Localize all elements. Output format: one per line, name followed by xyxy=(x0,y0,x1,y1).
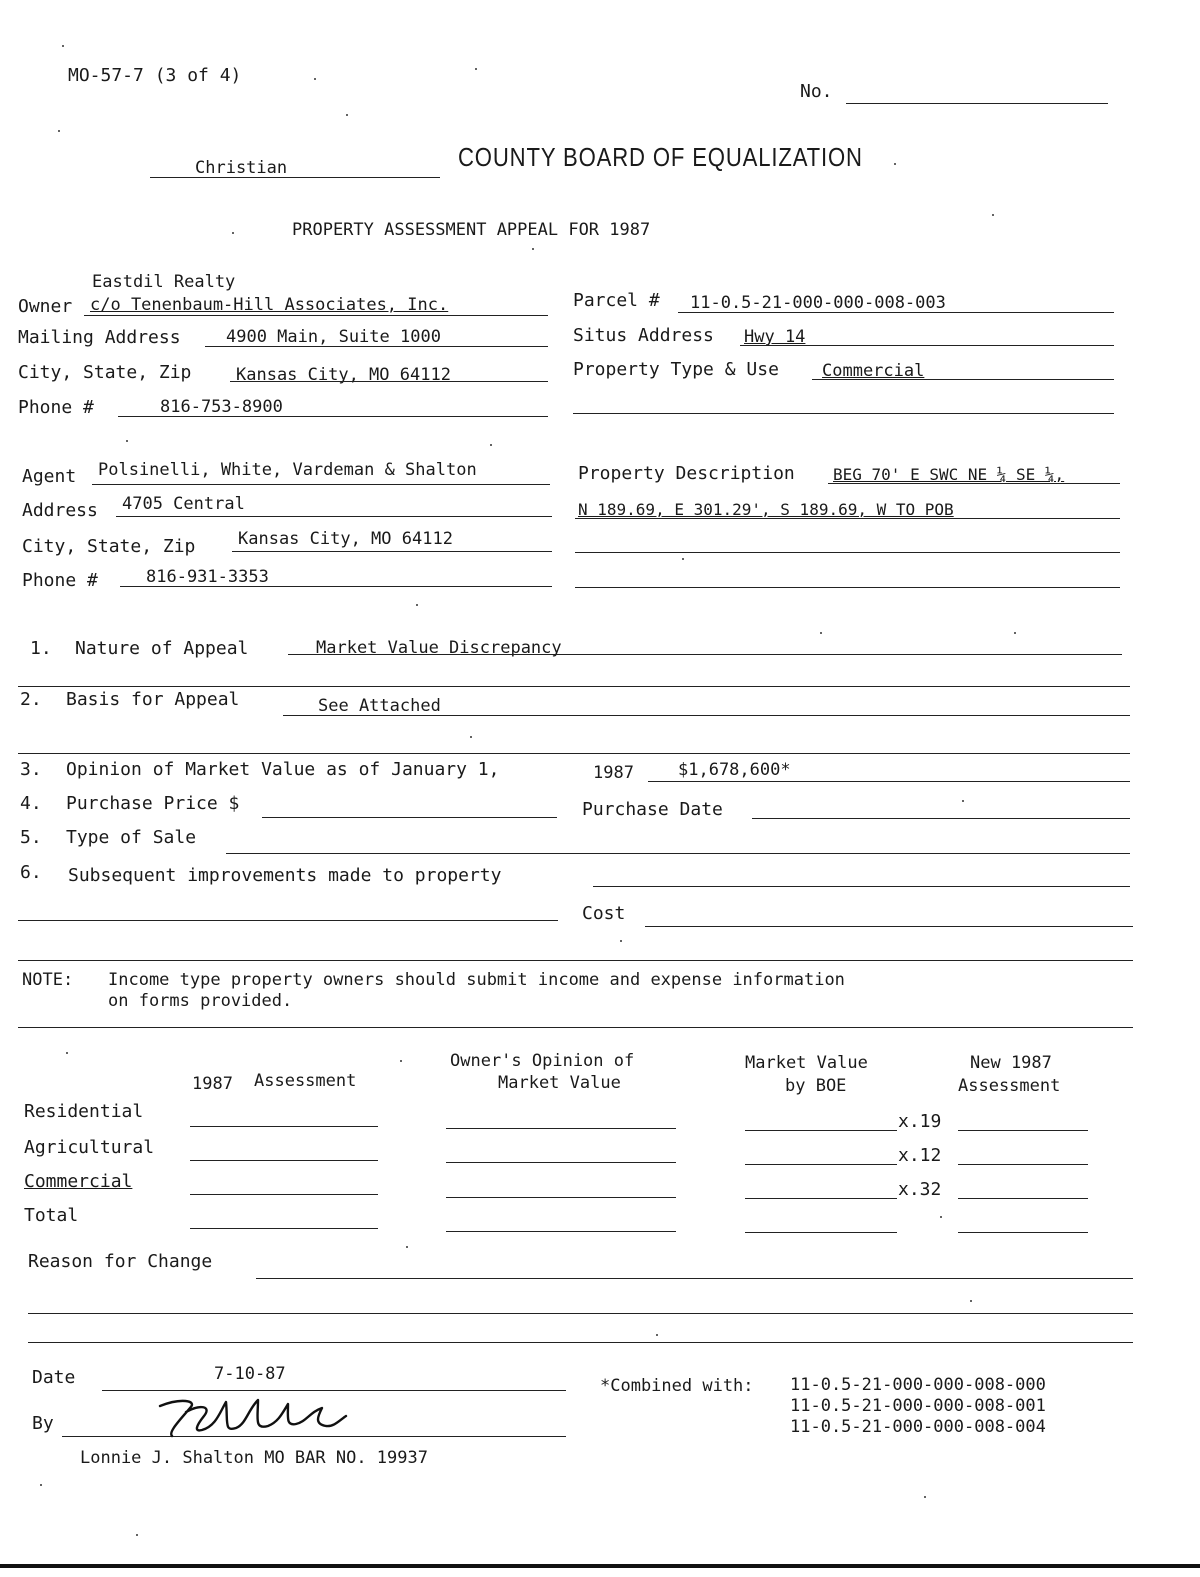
agent-name: Polsinelli, White, Vardeman & Shalton xyxy=(98,460,477,480)
scan-speck xyxy=(682,558,684,560)
commercial-boe-field[interactable] xyxy=(745,1198,897,1199)
mailing-value: 4900 Main, Suite 1000 xyxy=(226,327,441,347)
scan-speck xyxy=(346,114,348,116)
scan-speck xyxy=(820,632,822,634)
scan-speck xyxy=(924,1496,926,1498)
number-field[interactable] xyxy=(846,103,1108,104)
scan-edge-line xyxy=(0,1564,1200,1568)
scan-speck xyxy=(1014,632,1016,634)
item-4-number: 4. xyxy=(20,793,42,814)
nature-of-appeal-line2[interactable] xyxy=(18,686,1130,687)
scan-speck xyxy=(314,78,316,80)
item-6-number: 6. xyxy=(20,862,42,883)
scan-speck xyxy=(620,940,622,942)
commercial-assessment-field[interactable] xyxy=(190,1194,378,1195)
scan-speck xyxy=(58,130,60,132)
scan-speck xyxy=(894,163,896,165)
opinion-label: Opinion of Market Value as of January 1, xyxy=(66,759,500,780)
scan-speck xyxy=(126,440,128,442)
agent-address-label: Address xyxy=(22,500,98,521)
note-separator xyxy=(18,1027,1133,1028)
purchase-price-label: Purchase Price $ xyxy=(66,793,240,814)
mailing-label: Mailing Address xyxy=(18,327,181,348)
parcel-label: Parcel # xyxy=(573,290,660,311)
agricultural-opinion-field[interactable] xyxy=(446,1162,676,1163)
opinion-year: 1987 xyxy=(593,763,634,783)
scan-speck xyxy=(416,604,418,606)
col-owner-opinion-line2: Market Value xyxy=(498,1073,621,1093)
date-value: 7-10-87 xyxy=(214,1364,286,1384)
property-type-value: Commercial xyxy=(822,361,925,381)
total-assessment-field[interactable] xyxy=(190,1228,378,1229)
row-agricultural-label: Agricultural xyxy=(24,1137,155,1158)
combined-parcel-3: 11-0.5-21-000-000-008-004 xyxy=(790,1417,1046,1437)
basis-field-line2[interactable] xyxy=(18,753,1130,754)
note-label: NOTE: xyxy=(22,970,74,990)
agricultural-boe-field[interactable] xyxy=(745,1164,897,1165)
item-2-number: 2. xyxy=(20,689,42,710)
purchase-date-label: Purchase Date xyxy=(582,799,723,820)
agricultural-new-field[interactable] xyxy=(958,1164,1088,1165)
note-line1: Income type property owners should submit income and expense information xyxy=(108,970,845,990)
scan-speck xyxy=(66,1052,68,1054)
situs-field[interactable] xyxy=(740,345,1114,346)
commercial-opinion-field[interactable] xyxy=(446,1197,676,1198)
agent-field[interactable] xyxy=(92,484,550,485)
parcel-extra-line[interactable] xyxy=(573,413,1114,414)
note-line2: on forms provided. xyxy=(108,991,293,1011)
situs-value: Hwy 14 xyxy=(744,327,806,347)
owner-city-label: City, State, Zip xyxy=(18,362,192,383)
col-market-value-line1: Market Value xyxy=(745,1053,868,1073)
improvements-field-line3[interactable] xyxy=(18,960,1133,961)
mailing-field[interactable] xyxy=(205,346,548,347)
situs-label: Situs Address xyxy=(573,325,714,346)
scan-speck xyxy=(232,232,234,234)
county-field-line xyxy=(150,177,440,178)
signer-name: Lonnie J. Shalton MO BAR NO. 19937 xyxy=(80,1448,428,1468)
commercial-factor: x.32 xyxy=(898,1179,942,1200)
parcel-value: 11-0.5-21-000-000-008-003 xyxy=(690,293,946,313)
reason-field-line3[interactable] xyxy=(28,1342,1133,1343)
agent-phone-value: 816-931-3353 xyxy=(146,567,269,587)
by-label: By xyxy=(32,1413,54,1434)
scan-speck xyxy=(40,1484,42,1486)
owner-field[interactable] xyxy=(84,315,548,316)
description-line1: BEG 70' E SWC NE ¼ SE ¼, xyxy=(833,465,1065,484)
row-total-label: Total xyxy=(24,1205,79,1226)
appeal-title: PROPERTY ASSESSMENT APPEAL FOR 1987 xyxy=(292,220,651,240)
date-field[interactable] xyxy=(102,1390,566,1391)
description-label: Property Description xyxy=(578,463,795,484)
improvements-field[interactable] xyxy=(593,886,1130,887)
combined-label: *Combined with: xyxy=(600,1376,754,1396)
purchase-price-field[interactable] xyxy=(262,817,557,818)
cost-label: Cost xyxy=(582,903,626,924)
description-field-4[interactable] xyxy=(575,587,1120,588)
nature-of-appeal-field[interactable] xyxy=(288,654,1122,655)
reason-field-line2[interactable] xyxy=(28,1313,1133,1314)
commercial-new-field[interactable] xyxy=(958,1198,1088,1199)
agent-address-field[interactable] xyxy=(116,516,552,517)
nature-of-appeal-label: Nature of Appeal xyxy=(75,638,249,659)
scan-speck xyxy=(962,800,964,802)
scan-speck xyxy=(656,1334,658,1336)
nature-of-appeal-value: Market Value Discrepancy xyxy=(316,638,562,658)
description-field-2[interactable] xyxy=(575,518,1120,519)
scan-speck xyxy=(992,214,994,216)
description-field-3[interactable] xyxy=(575,552,1120,553)
improvements-field-line2[interactable] xyxy=(18,920,558,921)
col-1987-assessment: Assessment xyxy=(254,1071,357,1091)
county-name: Christian xyxy=(195,158,288,178)
col-owner-opinion-line1: Owner's Opinion of xyxy=(450,1051,635,1071)
cost-field[interactable] xyxy=(645,926,1133,927)
opinion-field[interactable] xyxy=(648,781,1130,782)
item-3-number: 3. xyxy=(20,759,42,780)
owner-phone-field[interactable] xyxy=(118,416,548,417)
parcel-field[interactable] xyxy=(678,312,1114,313)
opinion-value: $1,678,600* xyxy=(678,760,791,780)
type-of-sale-field[interactable] xyxy=(226,853,1130,854)
reason-field[interactable] xyxy=(256,1278,1133,1279)
agent-label: Agent xyxy=(22,466,77,487)
number-label: No. xyxy=(800,81,833,102)
owner-city-field[interactable] xyxy=(230,381,548,382)
owner-phone-value: 816-753-8900 xyxy=(160,397,283,417)
signature-image xyxy=(150,1392,350,1442)
agricultural-factor: x.12 xyxy=(898,1145,942,1166)
scan-speck xyxy=(970,1300,972,1302)
owner-name-line1: Eastdil Realty xyxy=(92,272,236,292)
basis-value: See Attached xyxy=(318,696,441,716)
col-new-assessment-line2: Assessment xyxy=(958,1076,1061,1096)
item-1-number: 1. xyxy=(30,638,52,659)
col-new-assessment-line1: New 1987 xyxy=(970,1053,1052,1073)
scan-speck xyxy=(136,1534,138,1536)
col-market-value-line2: by BOE xyxy=(785,1076,847,1096)
residential-assessment-field[interactable] xyxy=(190,1126,378,1127)
total-opinion-field[interactable] xyxy=(446,1231,676,1232)
description-field-1[interactable] xyxy=(828,483,1120,484)
residential-factor: x.19 xyxy=(898,1111,942,1132)
type-of-sale-label: Type of Sale xyxy=(66,827,197,848)
basis-field[interactable] xyxy=(283,715,1130,716)
board-title: COUNTY BOARD OF EQUALIZATION xyxy=(458,142,863,172)
scan-speck xyxy=(475,68,477,70)
scan-speck xyxy=(490,444,492,446)
owner-name-line2: c/o Tenenbaum-Hill Associates, Inc. xyxy=(90,295,449,315)
scan-speck xyxy=(62,45,64,47)
owner-phone-label: Phone # xyxy=(18,397,94,418)
total-boe-field[interactable] xyxy=(745,1232,897,1233)
total-new-field[interactable] xyxy=(958,1232,1088,1233)
residential-boe-field[interactable] xyxy=(745,1130,897,1131)
scan-speck xyxy=(406,1246,408,1248)
agent-city-label: City, State, Zip xyxy=(22,536,196,557)
row-commercial-label: Commercial xyxy=(24,1171,133,1192)
residential-new-field[interactable] xyxy=(958,1130,1088,1131)
owner-city-value: Kansas City, MO 64112 xyxy=(236,365,451,385)
scan-speck xyxy=(940,1216,942,1218)
owner-label: Owner xyxy=(18,296,73,317)
item-5-number: 5. xyxy=(20,827,42,848)
col-1987-year: 1987 xyxy=(192,1074,233,1094)
agent-phone-field[interactable] xyxy=(120,586,552,587)
combined-parcel-2: 11-0.5-21-000-000-008-001 xyxy=(790,1396,1046,1416)
scan-speck xyxy=(400,1060,402,1062)
form-code: MO-57-7 (3 of 4) xyxy=(68,65,242,86)
agent-city-field[interactable] xyxy=(232,551,552,552)
agent-address-value: 4705 Central xyxy=(122,494,245,514)
row-residential-label: Residential xyxy=(24,1101,144,1122)
improvements-label: Subsequent improvements made to property xyxy=(68,865,502,886)
property-type-field[interactable] xyxy=(812,379,1114,380)
description-line2: N 189.69, E 301.29', S 189.69, W TO POB xyxy=(578,500,954,519)
combined-parcel-1: 11-0.5-21-000-000-008-000 xyxy=(790,1375,1046,1395)
agent-phone-label: Phone # xyxy=(22,570,98,591)
date-label: Date xyxy=(32,1367,76,1388)
agricultural-assessment-field[interactable] xyxy=(190,1160,378,1161)
property-type-label: Property Type & Use xyxy=(573,359,779,380)
reason-label: Reason for Change xyxy=(28,1251,213,1272)
purchase-date-field[interactable] xyxy=(752,818,1130,819)
scan-speck xyxy=(532,248,534,250)
scan-speck xyxy=(470,736,472,738)
residential-opinion-field[interactable] xyxy=(446,1128,676,1129)
agent-city-value: Kansas City, MO 64112 xyxy=(238,529,453,549)
basis-label: Basis for Appeal xyxy=(66,689,240,710)
